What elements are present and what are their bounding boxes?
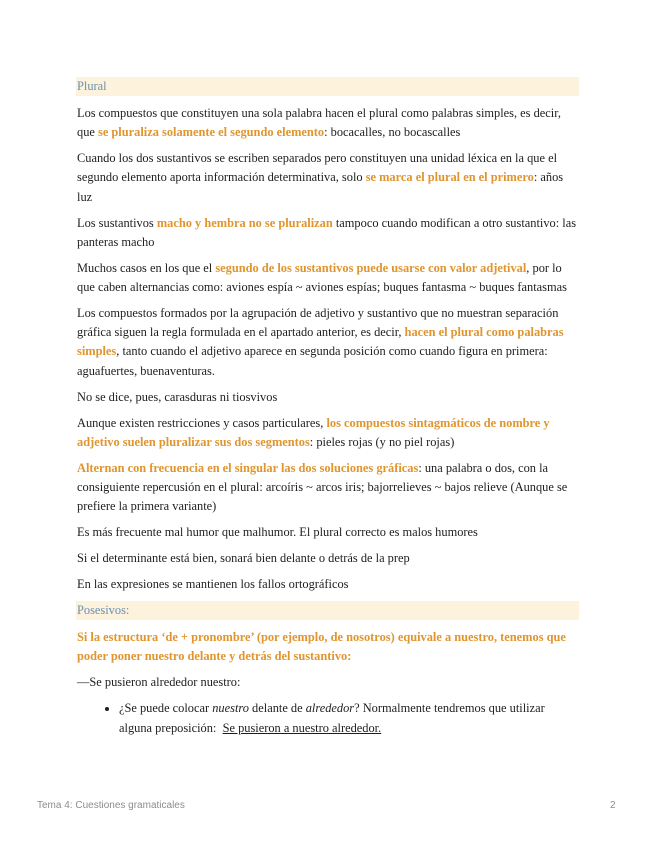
page-number: 2 (610, 800, 616, 811)
paragraph: En las expresiones se mantienen los fallos ortográficos (77, 577, 349, 592)
example-paragraph: —Se pusieron alrededor nuestro: (77, 675, 241, 690)
text: Los sustantivos (77, 215, 157, 230)
section-heading-plural: Plural (76, 77, 579, 96)
text: Los compuestos que constituyen una sola palabra hacen el plural como palabras simples, es decir, que (77, 106, 561, 140)
paragraph (77, 214, 579, 252)
highlight: los compuestos sintagmáticos de nombre y adjetivo suelen pluralizar sus dos segmentos (77, 415, 550, 449)
paragraph (77, 104, 579, 142)
page-content (77, 77, 579, 738)
paragraph: No se dice, pues, carasduras ni tiosvivos (77, 389, 278, 404)
highlight: se pluraliza solamente el segundo elemento (98, 125, 325, 140)
paragraph (77, 149, 579, 207)
footer-title: Tema 4: Cuestiones gramaticales (37, 800, 185, 811)
highlight: segundo de los sustantivos puede usarse con valor adjetival (215, 260, 527, 275)
highlight: se marca el plural en el primero (365, 170, 534, 185)
text: , tanto cuando el adjetivo aparece en segunda posición como cuando figura en primera: aguafuertes, buenaventuras. (77, 344, 548, 378)
bullet-list (77, 699, 579, 737)
text: Muchos casos en los que el (77, 260, 216, 275)
paragraph: Si el determinante está bien, sonará bien delante o detrás de la prep (77, 551, 410, 566)
highlight: hacen el plural como palabras simples (77, 325, 564, 359)
text: Los compuestos formados por la agrupación de adjetivo y sustantivo que no muestran separación gráfica siguen la regla formulada en el apartado anterior, es decir, (77, 306, 559, 340)
rule-paragraph: Si la estructura ‘de + pronombre’ (por ejemplo, de nosotros) equivale a nuestro, tenemos que poder poner nuestro delante y detrás del sustantivo: (77, 630, 566, 664)
text: ¿Se puede colocar (119, 701, 213, 716)
paragraph (77, 304, 579, 381)
text: Cuando los dos sustantivos se escriben separados pero constituyen una unidad léxica en la que el segundo elemento aporta información determinativa, solo (77, 151, 558, 185)
highlight: macho y hembra no se pluralizan (156, 215, 333, 230)
italic-text: nuestro (212, 701, 249, 716)
text: ? Normalmente tendremos que utilizar alguna preposición: (119, 701, 548, 735)
text: tampoco cuando modifican a otro sustantivo: las panteras macho (77, 215, 577, 249)
paragraph (77, 414, 579, 452)
italic-text: alrededor (305, 701, 355, 716)
paragraph (77, 259, 579, 297)
text: : bocacalles, no bocascalles (324, 125, 461, 140)
text: : una palabra o dos, con la consiguiente repercusión en el plural: arcoíris ~ arcos iris; bajorrelieves ~ bajos relieve (Aunque se prefiere la primera variante) (77, 460, 568, 514)
section-heading-posesivos: Posesivos: (76, 601, 579, 620)
text: : pieles rojas (y no piel rojas) (309, 434, 455, 449)
text: : años luz (77, 170, 564, 204)
text: delante de (248, 701, 306, 716)
highlight: Alternan con frecuencia en el singular las dos soluciones gráficas (77, 460, 419, 475)
list-item (119, 699, 579, 737)
paragraph: Es más frecuente mal humor que malhumor. El plural correcto es malos humores (77, 525, 478, 540)
text: , por lo que caben alternancias como: aviones espía ~ aviones espías; buques fantasma ~ buques fantasmas (77, 260, 567, 295)
text: Aunque existen restricciones y casos particulares, (77, 415, 327, 430)
paragraph (77, 459, 579, 517)
underlined-text: Se pusieron a nuestro alrededor. (222, 720, 382, 735)
